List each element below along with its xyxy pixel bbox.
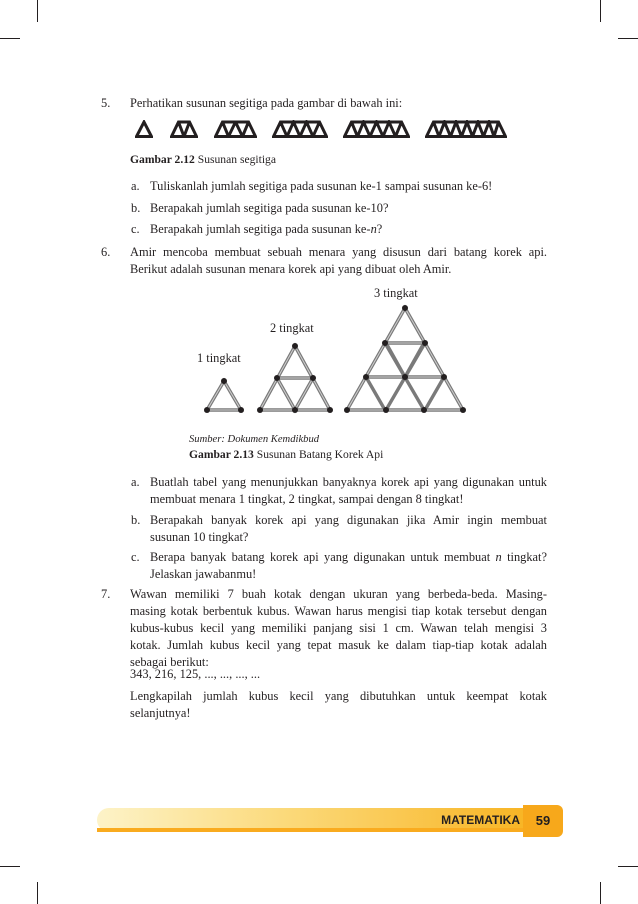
q5-item-text-prefix: Berapakah jumlah segitiga pada susunan ke- [150,222,371,236]
q7-closing-line: selanjutnya! [130,706,191,720]
crop-mark [600,882,601,904]
crop-mark [618,38,638,39]
q6-number: 6. [101,245,111,259]
triangle-arrangement-1 [135,120,153,138]
q7-text-line: kotak. Jumlah kubus kecil yang tepat masuk ke dalam tiap-tiap kotak adalah [130,638,547,652]
variable-n: n [370,222,377,236]
q6-item-letter: c. [131,550,140,564]
q6-text-line: Berikut adalah susunan menara korek api yang dibuat oleh Amir. [130,262,452,276]
figure-caption-2-13 [189,447,383,463]
q6-item-text: Buatlah tabel yang menunjukkan banyaknya korek api yang digunakan untuk [150,475,547,489]
q6-item-text: Berapakah banyak korek api yang digunakan jika Amir ingin membuat [150,513,547,527]
figure-label: Gambar 2.13 [189,448,254,461]
q5-item-text [150,221,547,237]
q7-sequence: 343, 216, 125, ..., ..., ..., ... [130,667,261,681]
figure-label: Gambar 2.12 [130,153,195,166]
tower-label-1: 1 tingkat [197,351,241,365]
triangle-arrangement-5 [343,120,410,138]
q7-number: 7. [101,587,111,601]
q6-item-text: membuat menara 1 tingkat, 2 tingkat, sampai dengan 8 tingkat! [150,492,464,506]
crop-mark [0,38,20,39]
page-number: 59 [523,805,563,837]
tower-label-2: 2 tingkat [270,321,314,335]
triangle-arrangement-4 [272,120,328,138]
q5-item-text-suffix: ? [376,222,383,236]
variable-n: n [495,550,502,564]
q7-text-line: masing kotak berbentuk kubus. Wawan harus mengisi tiap kotak tersebut dengan [130,604,547,618]
figure-source: Sumber: Dokumen Kemdikbud [189,434,320,445]
q7-text-line: kubus-kubus kecil yang memiliki panjang sisi 1 cm. Wawan telah mengisi 3 [130,621,547,635]
figure-caption-text: Susunan segitiga [197,153,277,166]
q5-item-letter: a. [131,179,140,193]
triangle-arrangement-2 [170,120,198,138]
q5-item-text: Berapakah jumlah segitiga pada susunan ke-10? [150,201,389,215]
figure-caption-text: Susunan Batang Korek Api [256,448,384,461]
crop-mark [618,866,638,867]
footer-subject-title: MATEMATIKA [441,813,520,827]
q5-item-letter: b. [131,201,141,215]
q5-text: Perhatikan susunan segitiga pada gambar di bawah ini: [130,96,403,110]
q5-number: 5. [101,96,111,110]
q6-item-text-prefix: Berapa banyak batang korek api yang digunakan untuk membuat [150,550,496,564]
crop-mark [0,866,20,867]
q6-item-text [150,549,547,565]
q6-text-line: Amir mencoba membuat sebuah menara yang disusun dari batang korek api. [130,245,547,259]
crop-mark [37,882,38,904]
q7-text-line: sebagai berikut: [130,655,209,669]
q6-item-text: Jelaskan jawabanmu! [150,567,257,581]
tower-label-3: 3 tingkat [374,286,418,300]
q6-item-letter: b. [131,513,141,527]
q6-item-text: susunan 10 tingkat? [150,530,249,544]
crop-mark [600,0,601,22]
q7-text-line: Wawan memiliki 7 buah kotak dengan ukuran yang berbeda-beda. Masing- [130,587,547,601]
q7-closing-line: Lengkapilah jumlah kubus kecil yang dibutuhkan untuk keempat kotak [130,689,547,703]
figure-caption-2-12 [130,152,276,168]
crop-mark [37,0,38,22]
triangle-arrangement-3 [214,120,257,138]
matchstick-towers-figure [195,300,470,420]
q6-item-letter: a. [131,475,140,489]
q5-item-text: Tuliskanlah jumlah segitiga pada susunan ke-1 sampai susunan ke-6! [150,179,493,193]
q5-item-letter: c. [131,222,140,236]
triangle-arrangement-6 [425,120,507,138]
q6-item-text-suffix: tingkat? [501,550,547,564]
